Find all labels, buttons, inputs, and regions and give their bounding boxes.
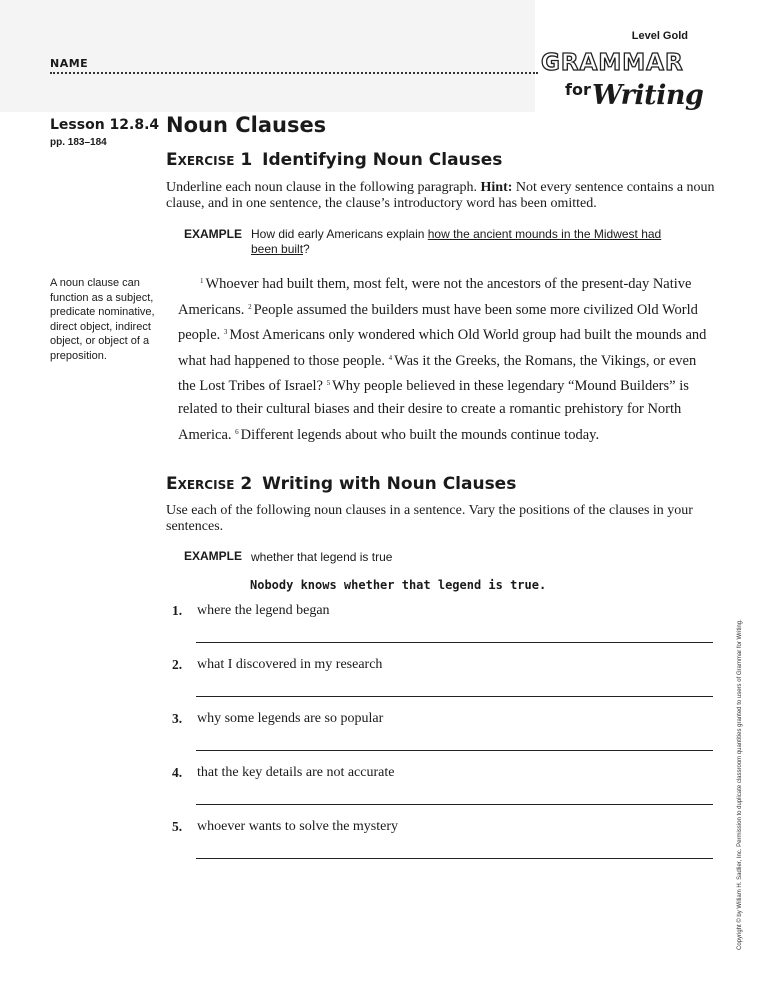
logo-for: for (565, 80, 591, 99)
hint-label: Hint: (480, 180, 513, 195)
sentence-text: Was it the Greeks, the Romans, the Vikings, or even the Lost Tribes of Israel? (178, 352, 697, 395)
exercise2-label: Exercise 2 (166, 474, 253, 494)
answer-line-1[interactable] (196, 642, 713, 643)
answer-line-4[interactable] (196, 804, 713, 805)
header-band (0, 0, 535, 112)
sentence-number: 4 (388, 353, 393, 362)
example-pre: How did early Americans explain (251, 227, 428, 241)
answer-line-3[interactable] (196, 750, 713, 751)
example2-answer: Nobody knows whether that legend is true. (250, 578, 547, 592)
sentence-number: 2 (248, 302, 252, 311)
example2-clause: whether that legend is true (251, 550, 393, 564)
exercise2-heading (166, 474, 516, 494)
item-number: 4. (172, 765, 183, 780)
example-post: ? (303, 242, 310, 256)
page-title: Noun Clauses (166, 113, 327, 137)
answer-line-5[interactable] (196, 858, 713, 859)
item-clause: where the legend began (197, 603, 330, 618)
exercise1-label: Exercise 1 (166, 150, 253, 170)
exercise1-paragraph (178, 270, 708, 446)
item-clause: what I discovered in my research (197, 657, 383, 672)
sentence-number: 1 (200, 277, 204, 285)
instruction-text-2: Not every sentence contains a noun clause, and in one sentence, the clause’s introductory word has been omitted. (166, 180, 715, 211)
answer-line-2[interactable] (196, 696, 713, 697)
exercise1-heading (166, 150, 502, 170)
item-clause: that the key details are not accurate (197, 765, 395, 780)
name-line[interactable] (50, 72, 538, 74)
sentence-text: People assumed the builders must have been some more civilized Old World people. (178, 301, 698, 344)
exercise2-title: Writing with Noun Clauses (262, 474, 517, 494)
logo-writing: Writing (592, 80, 704, 111)
lesson-number: Lesson 12.8.4 (50, 117, 160, 133)
sentence-text: Why people believed in these legendary “Mound Builders” is related to their cultural biases and their desire to create a romantic prehistory for North America. (178, 378, 689, 443)
item-number: 5. (172, 819, 183, 834)
sentence-number: 3 (223, 328, 228, 337)
example2-label: EXAMPLE (184, 549, 243, 563)
level-label: Level Gold (631, 30, 688, 42)
item-clause: why some legends are so popular (197, 711, 384, 726)
exercise2-instruction: Use each of the following noun clauses in a sentence. Vary the positions of the clauses in your sentences. (166, 503, 693, 534)
sentence-number: 6 (235, 427, 239, 436)
exercise1-instruction (166, 180, 716, 212)
sentence-text: Whoever had built them, most felt, were not the ancestors of the present-day Native Americans. (178, 276, 692, 318)
item-clause: whoever wants to solve the mystery (197, 819, 399, 834)
sentence-number: 5 (326, 379, 331, 388)
exercise1-title: Identifying Noun Clauses (262, 150, 503, 170)
name-label: NAME (50, 57, 89, 70)
copyright-notice: Copyright © by William H. Sadlier, Inc. Permission to duplicate classroom quantities granted to users of Grammar for Writing. (737, 619, 743, 950)
sentence-text: Most Americans only wondered which Old World group had built the mounds and what had happened to those people. (178, 327, 707, 369)
item-number: 1. (172, 603, 183, 618)
sidebar-note: A noun clause can function as a subject, predicate nominative, direct object, indirect object, or object of a preposition. (50, 277, 155, 362)
item-number: 2. (172, 657, 183, 672)
item-number: 3. (172, 711, 183, 726)
example-sentence (251, 227, 691, 257)
sentence-6[interactable] (235, 427, 599, 443)
example-underlined: how the ancient mounds in the Midwest had been built (251, 227, 662, 256)
sentence-text: Different legends about who built the mounds continue today. (240, 426, 600, 443)
logo-grammar: GRAMMAR (541, 50, 684, 76)
example-label: EXAMPLE (184, 227, 243, 241)
lesson-pages: pp. 183–184 (50, 137, 107, 148)
instruction-text: Underline each noun clause in the following paragraph. (166, 180, 481, 195)
